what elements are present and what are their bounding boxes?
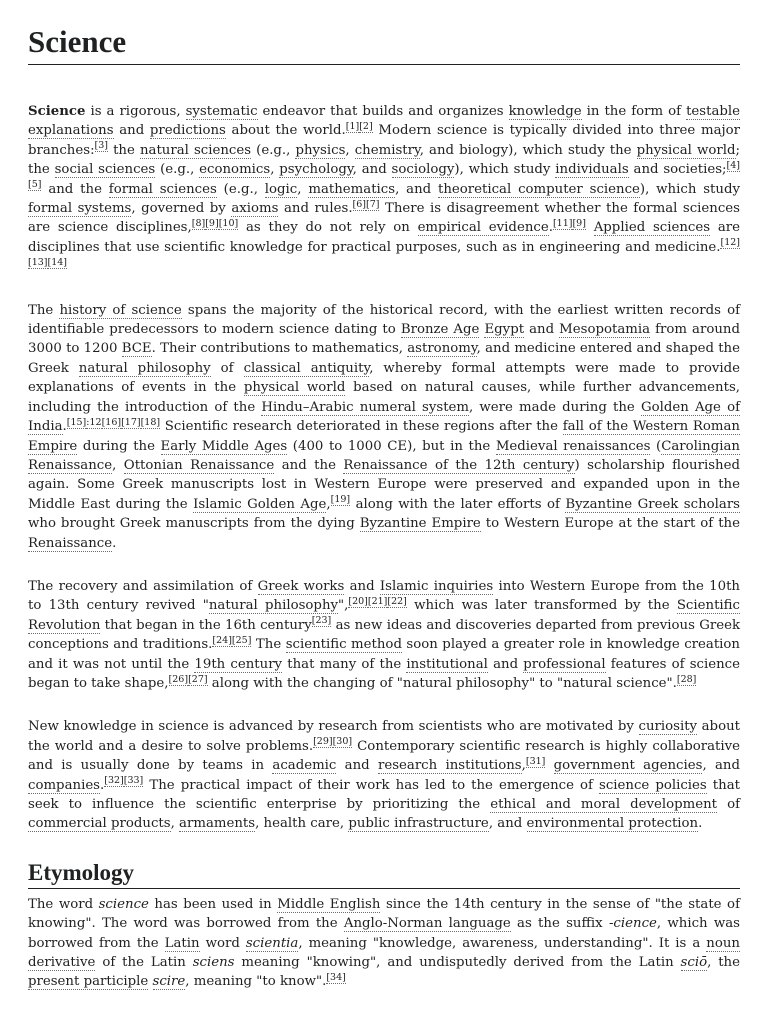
article-link[interactable]: mathematics xyxy=(308,181,396,197)
text-run: ; the xyxy=(28,142,741,178)
text-run: , xyxy=(270,162,280,178)
article-link[interactable]: scire xyxy=(152,974,186,990)
citation-ref[interactable] xyxy=(102,417,122,429)
article-link[interactable]: economics xyxy=(199,162,271,178)
article-link[interactable]: academic xyxy=(272,758,337,774)
text-run: , and xyxy=(352,162,392,178)
article-link[interactable]: Islamic Golden Age xyxy=(193,496,327,512)
citation-ref[interactable] xyxy=(348,596,368,608)
article-link[interactable]: present participle xyxy=(28,974,149,990)
text-run: (400 to 1000 CE), but in the xyxy=(287,438,496,454)
page-title: Science xyxy=(28,20,740,65)
citation-ref[interactable] xyxy=(48,257,68,269)
citation-link[interactable]: [33] xyxy=(123,775,144,787)
article-link[interactable]: sociology xyxy=(391,162,455,178)
citation-link[interactable]: [16] xyxy=(101,416,122,428)
text-run: . xyxy=(548,220,553,236)
article-link[interactable]: theoretical computer science xyxy=(438,181,640,197)
citation-link[interactable]: [6] xyxy=(352,198,367,210)
article-link[interactable]: testable explanations xyxy=(28,104,741,139)
article-link[interactable]: Egypt xyxy=(484,322,525,338)
article-link[interactable]: public infrastructure xyxy=(348,816,489,832)
citation-link[interactable]: [32] xyxy=(104,775,124,787)
citation-link[interactable]: [18] xyxy=(140,416,161,428)
bold-term: Science xyxy=(28,104,86,119)
text-run: , which was borrowed from the xyxy=(28,916,740,951)
text-run: that seek to influence the scientific enterprise by prioritizing the xyxy=(28,777,740,812)
citation-link[interactable]: [4] xyxy=(726,159,740,171)
citation-ref[interactable] xyxy=(104,775,124,787)
article-link[interactable]: BCE xyxy=(121,341,152,357)
text-run: into Western Europe from the 10th to 13th century revived " xyxy=(28,578,740,614)
article-link[interactable]: fall of the Western Roman Empire xyxy=(28,419,740,454)
citation-ref[interactable] xyxy=(232,635,252,647)
citation-ref[interactable] xyxy=(86,417,101,429)
article-link[interactable]: ethical and moral development xyxy=(490,797,718,812)
text-run: , and biology), which study the xyxy=(419,142,637,158)
text-run: meaning "knowing", and undisputedly derived from the Latin xyxy=(234,955,681,971)
article-link[interactable]: research institutions xyxy=(377,758,522,774)
text-run: the xyxy=(108,142,140,158)
citation-ref[interactable] xyxy=(526,756,546,768)
citation-link[interactable]: [24] xyxy=(212,634,232,646)
article-link[interactable]: Byzantine Greek scholars xyxy=(565,496,741,512)
article-link[interactable]: Byzantine Empire xyxy=(359,516,481,532)
text-run: , the xyxy=(707,955,740,971)
article-link[interactable]: Bronze Age xyxy=(400,322,480,338)
citation-ref[interactable] xyxy=(124,775,144,787)
lead-paragraph-research xyxy=(28,717,740,833)
text-run: , and xyxy=(488,816,527,832)
article-link[interactable]: axioms xyxy=(231,201,279,217)
citation-link[interactable]: [14] xyxy=(47,256,68,268)
lead-paragraph-revolution xyxy=(28,577,740,693)
article-link[interactable]: Mesopotamia xyxy=(559,322,651,338)
text-run: along with the changing of "natural philosophy" to "natural science". xyxy=(207,675,677,691)
citation-link[interactable]: [10] xyxy=(218,218,239,230)
article-link[interactable]: institutional xyxy=(406,656,488,672)
article-link[interactable]: knowledge xyxy=(508,104,582,119)
article-body xyxy=(28,102,740,1016)
citation-link[interactable]: [20] xyxy=(348,595,368,607)
text-run: and the xyxy=(274,457,344,473)
text-run xyxy=(545,758,553,773)
article-link[interactable]: individuals xyxy=(555,162,629,178)
text-run: The practical impact of their work has led to the emergence of xyxy=(143,777,599,793)
text-run xyxy=(586,220,594,235)
citation-ref[interactable] xyxy=(219,218,239,230)
citation-link[interactable]: [15] xyxy=(66,416,87,428)
citation-link[interactable]: [30] xyxy=(332,736,353,748)
text-run: Scientific research deteriorated in these regions after the xyxy=(160,419,563,435)
article-link[interactable]: predictions xyxy=(149,123,226,139)
text-run: about the world. xyxy=(225,123,346,139)
text-run: (e.g., xyxy=(216,181,265,197)
citation-link[interactable]: [11] xyxy=(552,218,573,230)
text-run: , xyxy=(112,457,124,473)
article-link[interactable]: Ottonian Renaissance xyxy=(123,457,275,473)
citation-link[interactable]: [31] xyxy=(525,755,546,767)
text-run: . xyxy=(62,419,67,435)
citation-link[interactable]: [29] xyxy=(313,736,333,748)
text-run: and xyxy=(113,123,150,139)
article-link[interactable]: Middle English xyxy=(277,896,381,912)
etymology-paragraph xyxy=(28,895,740,992)
lead-paragraph-definition xyxy=(28,102,740,277)
text-run: endeavor that builds and organizes xyxy=(257,104,509,119)
text-run: as the suffix xyxy=(510,916,609,932)
citation-link[interactable]: [1] xyxy=(345,120,360,132)
text-run: . xyxy=(112,535,117,551)
article-link[interactable]: formal sciences xyxy=(108,181,217,197)
text-run: (e.g., xyxy=(251,142,296,158)
text-run: that began in the 16th century xyxy=(100,617,312,633)
text-run: from around 3000 to 1200 xyxy=(28,322,740,357)
article-link[interactable]: physical world xyxy=(243,380,346,396)
article-link[interactable]: curiosity xyxy=(638,719,698,735)
citation-link[interactable]: [2] xyxy=(359,120,373,132)
article-link[interactable]: Hindu–Arabic numeral system xyxy=(261,399,470,415)
text-run: which was later transformed by the xyxy=(406,598,677,614)
text-run: , xyxy=(345,142,355,158)
article-link[interactable]: Applied sciences xyxy=(593,220,711,236)
article-link[interactable]: Golden Age of India xyxy=(28,399,741,435)
text-run: , xyxy=(521,758,526,774)
article-link[interactable]: classical antiquity xyxy=(243,360,370,376)
citation-link[interactable]: [9] xyxy=(572,218,586,230)
citation-link[interactable]: [27] xyxy=(188,673,208,685)
citation-ref[interactable] xyxy=(331,494,351,506)
article-link[interactable]: armaments xyxy=(179,816,256,832)
article-link[interactable]: history of science xyxy=(59,302,182,318)
lead-paragraph-history xyxy=(28,301,740,553)
article-link[interactable]: Medieval renaissances xyxy=(495,438,651,454)
article-link[interactable]: Latin xyxy=(164,935,200,951)
citation-link[interactable]: [12] xyxy=(720,237,740,249)
text-run: spans the majority of the historical record, with the earliest written records of identifiable predecessors to modern science dating to xyxy=(28,302,741,338)
text-run: Contemporary scientific research is highly collaborative and is usually done by teams in xyxy=(28,738,740,774)
citation-link[interactable]: [17] xyxy=(121,416,141,428)
article-link[interactable]: natural sciences xyxy=(139,142,252,158)
article-link[interactable]: social sciences xyxy=(54,162,156,178)
article-link[interactable]: logic xyxy=(264,181,298,197)
text-run: The word xyxy=(28,896,99,912)
citation-link[interactable]: [3] xyxy=(94,140,109,152)
article-link[interactable]: 19th century xyxy=(194,656,283,672)
text-run: , governed by xyxy=(131,201,232,217)
text-run: , xyxy=(326,496,331,512)
article-link[interactable]: Greek works xyxy=(257,578,345,594)
text-run: , xyxy=(297,181,309,197)
citation-ref[interactable] xyxy=(720,237,740,249)
text-run: ), which study xyxy=(454,162,556,178)
text-run: to Western Europe at the start of the xyxy=(480,516,740,532)
article-link[interactable]: government agencies xyxy=(553,758,703,774)
text-run: along with the later efforts of xyxy=(350,496,566,512)
citation-link[interactable]: [13] xyxy=(28,256,48,268)
text-run: The recovery and assimilation of xyxy=(28,578,258,594)
citation-link[interactable]: [22] xyxy=(387,595,407,607)
text-run: ", xyxy=(338,598,349,614)
citation-ref[interactable] xyxy=(212,635,232,647)
citation-link[interactable]: [7] xyxy=(366,198,380,210)
text-run: . Their contributions to mathematics, xyxy=(151,341,408,357)
citation-ref[interactable] xyxy=(205,218,218,230)
article-link[interactable]: astronomy xyxy=(407,341,477,357)
text-run: , xyxy=(170,816,180,832)
text-run: New knowledge in science is advanced by research from scientists who are motivated by xyxy=(28,719,639,735)
text-run: as new ideas and discoveries departed from previous Greek conceptions and traditions. xyxy=(28,617,741,653)
text-run: There is disagreement whether the formal sciences are science disciplines, xyxy=(28,201,740,236)
text-run: . xyxy=(100,777,105,793)
citation-link[interactable]: [9] xyxy=(205,218,219,230)
text-run: The xyxy=(251,637,286,653)
citation-ref[interactable] xyxy=(333,736,353,748)
text-run: features of science began to take shape, xyxy=(28,656,740,691)
text-run: , and xyxy=(395,181,438,197)
text-run: of xyxy=(210,360,244,376)
section-heading-etymology: Etymology xyxy=(28,858,740,889)
article-link[interactable]: environmental protection xyxy=(526,816,699,832)
citation-link[interactable]: [25] xyxy=(231,634,252,646)
citation-ref[interactable] xyxy=(346,121,359,133)
citation-link[interactable]: [8] xyxy=(191,218,206,230)
text-run: , and xyxy=(702,758,740,774)
citation-link[interactable]: [23] xyxy=(311,615,332,627)
citation-link[interactable]: [21] xyxy=(367,595,388,607)
citation-link[interactable]: [34] xyxy=(326,972,346,984)
citation-ref[interactable] xyxy=(572,218,585,230)
citation-ref[interactable] xyxy=(359,121,372,133)
citation-link[interactable]: [26] xyxy=(168,673,189,685)
text-run: and rules. xyxy=(278,201,353,217)
text-run: Modern science is typically divided into three major branches: xyxy=(28,123,740,158)
italic-text: -cience xyxy=(608,916,657,932)
text-run: of the Latin xyxy=(95,955,193,971)
text-run xyxy=(148,974,152,989)
text-run: word xyxy=(199,935,246,951)
article-link[interactable]: Anglo-Norman language xyxy=(343,916,511,932)
italic-text: science xyxy=(98,896,149,912)
text-run: has been used in xyxy=(148,896,278,912)
article-link[interactable]: science policies xyxy=(599,777,707,793)
citation-ref[interactable] xyxy=(553,218,573,230)
article-link[interactable]: physics xyxy=(295,142,346,158)
text-run: of xyxy=(717,797,740,812)
citation-ref[interactable] xyxy=(121,417,141,429)
citation-ref[interactable] xyxy=(326,972,346,984)
article-link[interactable]: Carolingian Renaissance xyxy=(28,438,740,473)
citation-link[interactable]: [5] xyxy=(28,179,42,191)
text-run: is a rigorous, xyxy=(85,104,186,119)
citation-ref[interactable] xyxy=(677,674,697,686)
citation-ref[interactable] xyxy=(188,674,208,686)
citation-link[interactable]: [19] xyxy=(330,494,351,506)
citation-link[interactable]: [28] xyxy=(676,673,697,685)
text-run: , meaning "to know". xyxy=(185,974,327,990)
citation-ref[interactable] xyxy=(312,615,332,627)
citation-ref[interactable] xyxy=(368,596,388,608)
article-link[interactable]: scientific method xyxy=(285,637,402,653)
article-link[interactable]: Early Middle Ages xyxy=(160,438,288,454)
article-link[interactable]: systematic xyxy=(185,104,258,119)
citation-link[interactable]: :12 xyxy=(86,416,102,428)
article-link[interactable]: Renaissance xyxy=(28,535,113,551)
citation-ref[interactable] xyxy=(95,140,108,152)
text-run: since the 14th century in the sense of "the state of knowing". The word was borrowed from the xyxy=(28,896,740,932)
text-run: and xyxy=(336,758,378,774)
citation-ref[interactable] xyxy=(353,199,366,211)
text-run: and the xyxy=(41,181,109,197)
text-run: ) scholarship flourished again. Some Greek manuscripts lost in Western Europe were preserved and expanded upon in the Middle East during the xyxy=(28,457,740,512)
text-run: and xyxy=(344,578,380,594)
citation-ref[interactable] xyxy=(727,160,740,172)
text-run: , meaning "knowledge, awareness, understanding". It is a xyxy=(298,935,707,951)
article-link[interactable]: Islamic inquiries xyxy=(379,578,494,594)
text-run: , whereby formal attempts were made to provide explanations of events in the xyxy=(28,360,740,396)
article-link[interactable]: Scientific Revolution xyxy=(28,598,740,633)
text-run: , were made during the xyxy=(469,399,641,415)
text-run: are disciplines that use scientific knowledge for practical purposes, such as in engineering and medicine. xyxy=(28,220,740,255)
text-run: (e.g., xyxy=(155,162,200,178)
text-run: who brought Greek manuscripts from the dying xyxy=(28,516,360,532)
text-run: during the xyxy=(77,438,161,454)
text-run: . xyxy=(698,816,703,832)
text-run: and xyxy=(524,322,560,338)
article-link[interactable]: natural philosophy xyxy=(78,360,211,376)
citation-ref[interactable] xyxy=(313,736,333,748)
article-link[interactable]: psychology xyxy=(279,162,353,178)
citation-ref[interactable] xyxy=(141,417,161,429)
citation-ref[interactable] xyxy=(169,674,189,686)
article-link[interactable]: scientia xyxy=(245,935,299,951)
article-link[interactable]: companies xyxy=(28,777,101,793)
citation-ref[interactable] xyxy=(387,596,407,608)
citation-ref[interactable] xyxy=(28,179,41,191)
citation-ref[interactable] xyxy=(366,199,379,211)
text-run: as they do not rely on xyxy=(238,220,418,236)
text-run: soon played a greater role in knowledge creation and it was not until the xyxy=(28,637,740,672)
text-run: ( xyxy=(650,438,662,454)
text-run: , and medicine entered and shaped the Greek xyxy=(28,341,740,376)
text-run: in the form of xyxy=(581,104,687,119)
article-link[interactable]: physical world xyxy=(636,142,736,158)
article-link[interactable]: sciō xyxy=(680,955,708,971)
text-run: The xyxy=(28,302,60,318)
article-link[interactable]: noun derivative xyxy=(28,935,740,971)
article-link[interactable]: professional xyxy=(523,656,606,672)
text-run: , health care, xyxy=(255,816,349,832)
article-link[interactable]: Renaissance of the 12th century xyxy=(343,457,575,473)
citation-ref[interactable] xyxy=(67,417,87,429)
article-link[interactable]: chemistry xyxy=(354,142,420,158)
citation-ref[interactable] xyxy=(192,218,205,230)
text-run: about the world and a desire to solve problems. xyxy=(28,719,740,754)
text-run: based on natural causes, while further advancements, including the introduction of the xyxy=(28,380,740,415)
text-run: that many of the xyxy=(282,656,407,672)
article-link[interactable]: natural philosophy xyxy=(208,598,339,614)
citation-ref[interactable] xyxy=(28,257,48,269)
article-link[interactable]: formal systems xyxy=(28,201,132,217)
article-link[interactable]: commercial products xyxy=(28,816,171,832)
text-run: ), which study xyxy=(639,181,740,197)
text-run: and xyxy=(487,656,524,672)
article-link[interactable]: empirical evidence xyxy=(417,220,549,236)
text-run: and societies; xyxy=(628,162,727,178)
italic-text: sciens xyxy=(192,955,235,971)
